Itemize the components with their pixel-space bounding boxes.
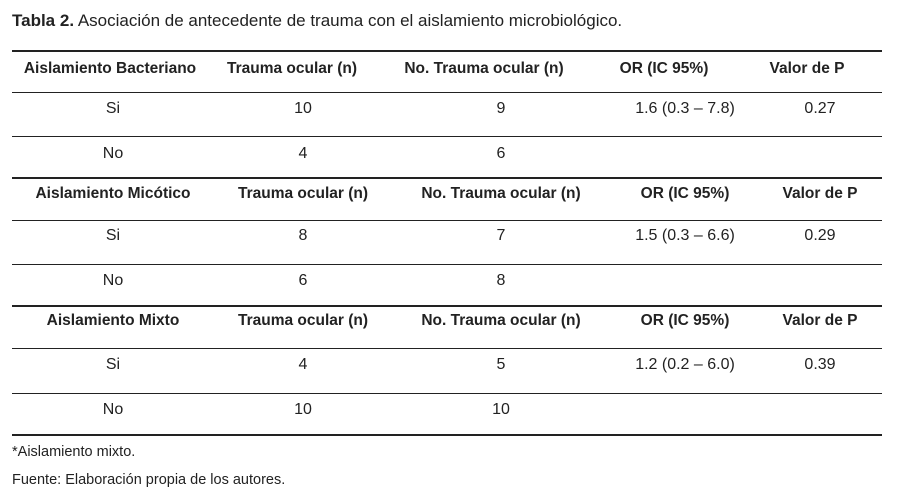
section-2-header-isolation: Aislamiento Micótico	[35, 185, 191, 202]
section-2-row-2-trauma: 6	[298, 272, 308, 289]
section-1-header-p: Valor de P	[769, 60, 845, 77]
section-3-header-trauma: Trauma ocular (n)	[237, 312, 369, 329]
association-table	[12, 50, 882, 436]
section-2-header-or: OR (IC 95%)	[640, 185, 730, 202]
section-2-row-1-label: Si	[105, 227, 121, 244]
section-3-row-2-trauma: 10	[294, 401, 312, 418]
section-3-header-rule	[12, 348, 882, 349]
table-caption-label: Tabla 2.	[12, 11, 75, 30]
section-1-row-1-trauma: 10	[294, 100, 312, 117]
table-caption-text: Asociación de antecedente de trauma con el aislamiento microbiológico.	[74, 11, 623, 30]
section-1-header-trauma: Trauma ocular (n)	[226, 60, 358, 77]
section-1-row-1-label: Si	[105, 100, 121, 117]
section-1-row-1-or: 1.6 (0.3 – 7.8)	[635, 100, 735, 117]
section-2-row-rule	[12, 264, 882, 265]
section-1-header-isolation: Aislamiento Bacteriano	[23, 60, 197, 77]
section-1-bottom-rule	[12, 177, 882, 179]
section-3-row-1-label: Si	[105, 356, 121, 373]
section-2-row-1-trauma: 8	[298, 227, 308, 244]
section-1-row-2-label: No	[102, 145, 124, 162]
section-3-row-rule	[12, 393, 882, 394]
section-2-header-rule	[12, 220, 882, 221]
section-2-row-1-p: 0.29	[804, 227, 836, 244]
section-2-row-2-label: No	[102, 272, 124, 289]
section-2-row-2-no-trauma: 8	[496, 272, 506, 289]
section-3-header-no-trauma: No. Trauma ocular (n)	[421, 312, 581, 329]
section-2-row-1-or: 1.5 (0.3 – 6.6)	[635, 227, 735, 244]
section-1-header-rule	[12, 92, 882, 93]
section-3-row-1-trauma: 4	[298, 356, 308, 373]
section-1-header-no-trauma: No. Trauma ocular (n)	[404, 60, 564, 77]
section-3-row-1-p: 0.39	[804, 356, 836, 373]
section-1-row-rule	[12, 136, 882, 137]
section-3-row-1-no-trauma: 5	[496, 356, 506, 373]
section-2-header-p: Valor de P	[782, 185, 858, 202]
section-2-bottom-rule	[12, 305, 882, 307]
section-1-header-or: OR (IC 95%)	[619, 60, 709, 77]
section-1-row-1-no-trauma: 9	[496, 100, 506, 117]
section-3-header-or: OR (IC 95%)	[640, 312, 730, 329]
table-bottom-rule	[12, 434, 882, 436]
table-caption	[12, 10, 622, 32]
table-footnote: *Aislamiento mixto.	[12, 444, 136, 460]
table-source: Fuente: Elaboración propia de los autores.	[12, 472, 286, 488]
section-2-header-no-trauma: No. Trauma ocular (n)	[421, 185, 581, 202]
section-1-row-2-trauma: 4	[298, 145, 308, 162]
section-3-header-isolation: Aislamiento Mixto	[46, 312, 180, 329]
section-3-row-1-or: 1.2 (0.2 – 6.0)	[635, 356, 735, 373]
section-2-header-trauma: Trauma ocular (n)	[237, 185, 369, 202]
section-3-header-p: Valor de P	[782, 312, 858, 329]
section-1-row-1-p: 0.27	[804, 100, 836, 117]
table-top-rule	[12, 50, 882, 52]
section-1-row-2-no-trauma: 6	[496, 145, 506, 162]
section-3-row-2-label: No	[102, 401, 124, 418]
section-2-row-1-no-trauma: 7	[496, 227, 506, 244]
section-3-row-2-no-trauma: 10	[492, 401, 510, 418]
